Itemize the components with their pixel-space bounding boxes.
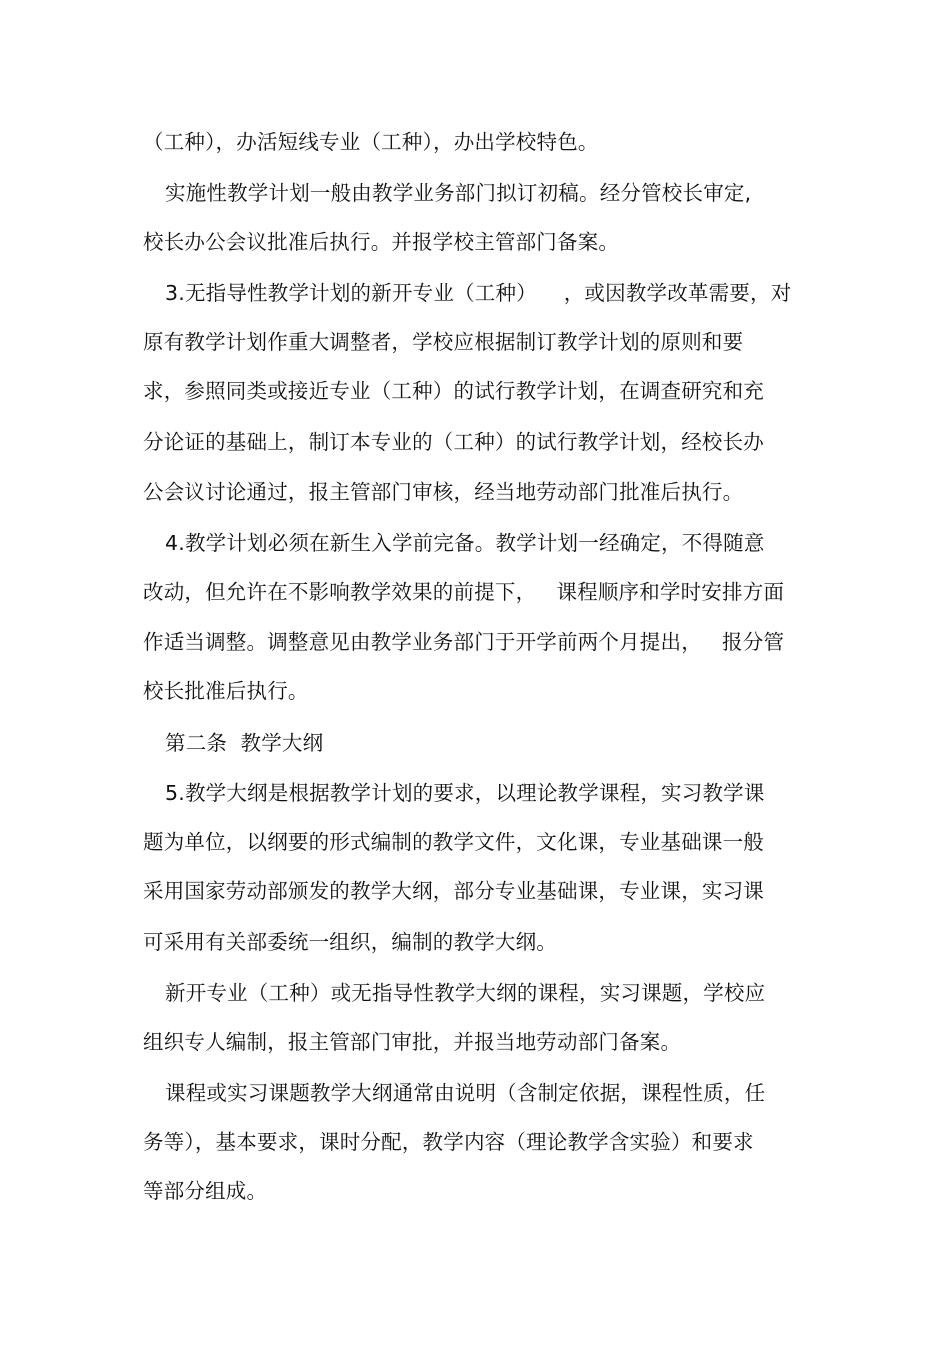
section-heading: 第二条 教学大纲 [165,731,324,755]
paragraph-start: 3.无指导性教学计划的新开专业（工种） ，或因教学改革需要，对 [165,281,792,305]
text-line: 务等），基本要求，课时分配，教学内容（理论教学含实验）和要求 [143,1130,754,1154]
text-line: 公会议讨论通过，报主管部门审核，经当地劳动部门批准后执行。 [143,480,744,504]
text-line: 原有教学计划作重大调整者，学校应根据制订教学计划的原则和要 [143,330,744,354]
text-line: 校长办公会议批准后执行。并报学校主管部门备案。 [143,230,620,254]
paragraph-start: 5.教学大纲是根据教学计划的要求，以理论教学课程，实习教学课 [165,781,765,805]
text-line: 求，参照同类或接近专业（工种）的试行教学计划，在调查研究和充 [143,379,764,403]
text-line: 校长批准后执行。 [143,679,309,703]
paragraph-start: 课程或实习课题教学大纲通常由说明（含制定依据，课程性质，任 [165,1081,766,1105]
text-line: 可采用有关部委统一组织，编制的教学大纲。 [143,930,557,954]
text-line: 题为单位，以纲要的形式编制的教学文件，文化课，专业基础课一般 [143,830,764,854]
text-line: 分论证的基础上，制订本专业的（工种）的试行教学计划，经校长办 [143,430,764,454]
paragraph-start: 4.教学计划必须在新生入学前完备。教学计划一经确定，不得随意 [165,531,765,555]
text-line: 作适当调整。调整意见由教学业务部门于开学前两个月提出， 报分管 [143,630,785,654]
paragraph-start: 实施性教学计划一般由教学业务部门拟订初稿。经分管校长审定, [165,181,752,205]
text-line: 组织专人编制，报主管部门审批，并报当地劳动部门备案。 [143,1030,682,1054]
text-line: 改动，但允许在不影响教学效果的前提下， 课程顺序和学时安排方面 [143,580,785,604]
text-line: （工种），办活短线专业（工种），办出学校特色。 [143,130,599,154]
text-line: 等部分组成。 [143,1179,268,1203]
paragraph-start: 新开专业（工种）或无指导性教学大纲的课程，实习课题，学校应 [165,981,766,1005]
text-line: 采用国家劳动部颁发的教学大纲，部分专业基础课，专业课，实习课 [143,879,764,903]
